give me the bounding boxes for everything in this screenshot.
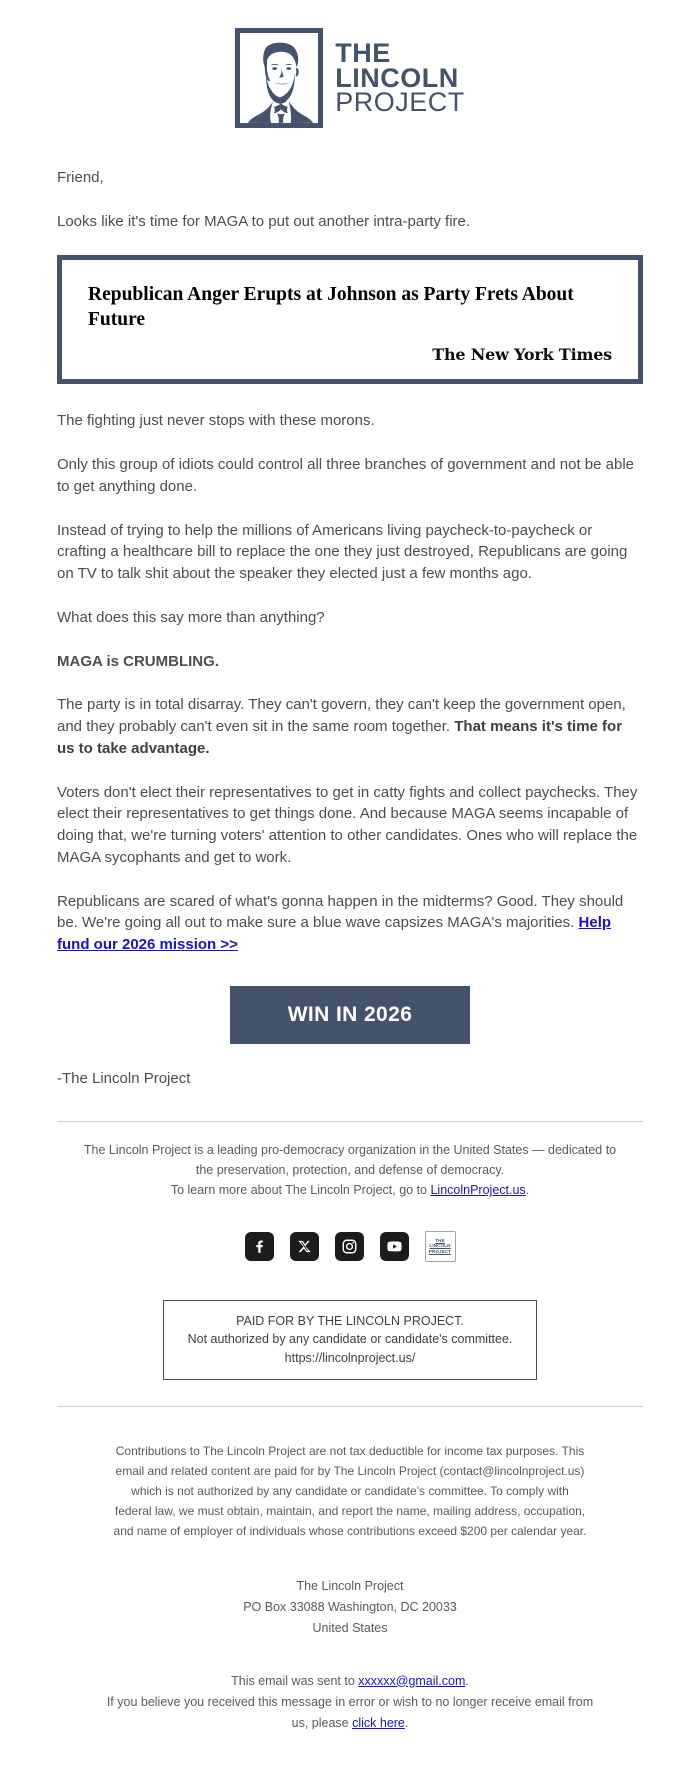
tlp-badge-line-1: THE — [435, 1238, 445, 1244]
paragraph-2: Only this group of idiots could control all three branches of government and not be able to get anything done. — [57, 456, 635, 495]
youtube-icon[interactable] — [380, 1232, 409, 1261]
address-line-3: United States — [312, 1620, 388, 1635]
sent-suffix: . — [465, 1673, 469, 1688]
wordmark-line-the: THE — [335, 37, 391, 68]
paragraph-7: Voters don't elect their representatives to get in catty fights and collect paychecks. They elect their representatives to get things done. And because MAGA seems incapable of doing that, we're turning voters' attention to other candidates. Ones who will replace the MAGA sycophants and get to work. — [57, 783, 638, 866]
paid-for-line-1: PAID FOR BY THE LINCOLN PROJECT. — [236, 1313, 464, 1328]
address-line-2: PO Box 33088 Washington, DC 20033 — [243, 1599, 457, 1614]
learn-more-suffix: . — [525, 1183, 530, 1198]
news-source — [88, 345, 612, 365]
win-in-2026-button[interactable]: WIN IN 2026 — [230, 986, 471, 1044]
footer-divider-top — [57, 1121, 643, 1122]
wordmark-line-lincoln: LINCOLN — [335, 62, 459, 93]
x-twitter-icon[interactable] — [290, 1232, 319, 1261]
paid-for-disclaimer-box — [163, 1300, 538, 1380]
tax-disclaimer: Contributions to The Lincoln Project are not tax deductible for income tax purposes. This email and related content are paid for by The Lincoln Project (contact@lincolnproject.us) which is not authorized by any candidate or candidate's committee. To comply with federal law, we must obtain, maintain, and report the name, mailing address, occupation, and name of employer of individuals whose contributions exceed $200 per calendar year. — [113, 1443, 587, 1539]
greeting: Friend, — [57, 169, 104, 186]
news-quote-card — [57, 255, 643, 385]
lincoln-project-logo[interactable] — [235, 28, 465, 128]
email-content — [0, 167, 700, 1087]
email-footer — [0, 1121, 700, 1765]
social-links — [57, 1201, 643, 1290]
footer-divider-bottom — [57, 1406, 643, 1407]
cta-container — [57, 978, 643, 1070]
mailing-address — [57, 1564, 643, 1665]
unsubscribe-prefix: If you believe you received this message in error or wish to no longer receive email from us, please — [106, 1694, 594, 1731]
unsubscribe-suffix: . — [404, 1716, 409, 1731]
lincoln-project-icon[interactable] — [425, 1231, 456, 1262]
maga-crumbling-line: MAGA is CRUMBLING. — [57, 652, 219, 670]
paragraph-6 — [57, 694, 643, 759]
paragraph-1: The fighting just never stops with these morons. — [57, 412, 375, 430]
facebook-icon[interactable] — [245, 1232, 274, 1261]
paragraph-8-text: Republicans are scared of what's gonna happen in the midterms? Good. They should be. We're going all out to make sure a blue wave capsizes MAGA's majorities. — [57, 892, 624, 932]
help-fund-link[interactable]: Help fund our 2026 mission >> — [57, 914, 612, 954]
learn-more-line — [57, 1180, 643, 1200]
instagram-icon[interactable] — [335, 1232, 364, 1261]
unsubscribe-line — [97, 1692, 603, 1735]
mission-line-2: the preservation, protection, and defense of democracy. — [195, 1163, 505, 1178]
tlp-badge-line-2: LINCOLN — [429, 1243, 451, 1249]
nyt-masthead-text: The New York Times — [432, 345, 612, 365]
wordmark-line-project: PROJECT — [335, 87, 465, 118]
news-headline: Republican Anger Erupts at Johnson as Party Frets About Future — [88, 283, 574, 331]
click-here-link[interactable]: click here — [352, 1716, 405, 1731]
signoff: -The Lincoln Project — [57, 1069, 191, 1087]
paragraph-6-text: The party is in total disarray. They can't govern, they can't keep the government open, and they probably can't even sit in the same room together. — [57, 696, 626, 736]
mission-line-1: The Lincoln Project is a leading pro-democracy organization in the United States — dedicated to — [83, 1142, 617, 1157]
email-header — [0, 0, 700, 167]
unsubscribe-block — [57, 1665, 643, 1765]
paragraph-6-emphasis: That means it's time for us to take advantage. — [57, 718, 623, 757]
lincolnproject-us-link[interactable]: LincolnProject.us — [430, 1183, 526, 1198]
paid-for-container — [57, 1290, 643, 1406]
recipient-email-link[interactable]: xxxxxx@gmail.com — [358, 1673, 466, 1688]
sent-to-line — [97, 1671, 603, 1692]
address-line-1: The Lincoln Project — [296, 1578, 404, 1593]
sent-prefix: This email was sent to — [231, 1673, 359, 1688]
lincoln-portrait-icon — [235, 28, 323, 128]
paragraph-4: What does this say more than anything? — [57, 608, 325, 626]
paid-for-line-3: https://lincolnproject.us/ — [284, 1351, 416, 1366]
lincoln-project-wordmark — [335, 28, 465, 128]
paid-for-line-2: Not authorized by any candidate or candidate's committee. — [187, 1332, 513, 1347]
paragraph-3: Instead of trying to help the millions of Americans living paycheck-to-paycheck or crafting a healthcare bill to replace the one they just destroyed, Republicans are going on TV to talk shit about the speaker they elected just a few months ago. — [57, 521, 628, 583]
learn-more-prefix: To learn more about The Lincoln Project, go to — [170, 1183, 431, 1198]
intro-paragraph: Looks like it's time for MAGA to put out another intra-party fire. — [57, 212, 471, 230]
mission-statement — [57, 1140, 643, 1201]
tlp-badge-line-3: PROJECT — [428, 1248, 452, 1254]
paragraph-8 — [57, 891, 643, 956]
